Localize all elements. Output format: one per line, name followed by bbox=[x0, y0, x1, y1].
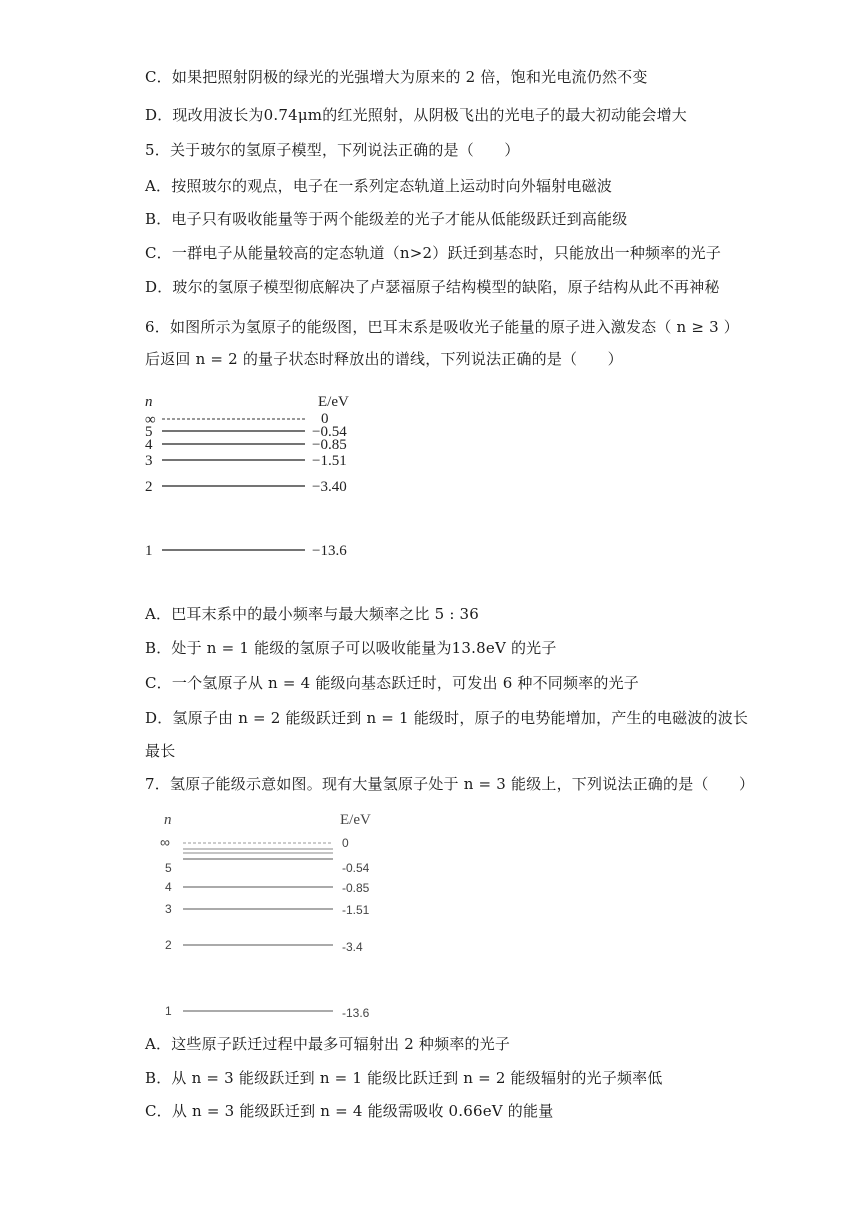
n-axis-label: n bbox=[145, 394, 153, 410]
level-energy-label: -0.54 bbox=[342, 861, 370, 875]
level-energy-label: -3.4 bbox=[342, 940, 363, 954]
question-5-option-d: D．玻尔的氢原子模型彻底解决了卢瑟福原子结构模型的缺陷，原子结构从此不再神秘 bbox=[145, 278, 720, 296]
level-n-label: 1 bbox=[165, 1004, 172, 1018]
level-energy-label: 0 bbox=[321, 411, 329, 427]
level-energy-label: −0.85 bbox=[312, 437, 347, 453]
question-5-option-b: B．电子只有吸收能量等于两个能级差的光子才能从低能级跃迁到高能级 bbox=[145, 210, 628, 228]
question-6-option-c: C．一个氢原子从 n = 4 能级向基态跃迁时，可发出 6 种不同频率的光子 bbox=[145, 674, 640, 692]
level-n-label: 2 bbox=[145, 479, 153, 495]
level-n-label: 2 bbox=[165, 938, 172, 952]
question-7-stem: 7．氢原子能级示意如图。现有大量氢原子处于 n = 3 能级上，下列说法正确的是（ ） bbox=[145, 775, 755, 793]
level-energy-label: -1.51 bbox=[342, 903, 370, 917]
energy-level-diagram-2 bbox=[150, 808, 400, 1023]
question-5-stem: 5．关于玻尔的氢原子模型，下列说法正确的是（ ） bbox=[145, 141, 520, 159]
level-n-label: 4 bbox=[145, 437, 153, 453]
option-c-photoelectric: C．如果把照射阴极的绿光的光强增大为原来的 2 倍，饱和光电流仍然不变 bbox=[145, 68, 648, 86]
question-6-option-d-cont: 最长 bbox=[145, 742, 176, 760]
question-6-option-a: A．巴耳末系中的最小频率与最大频率之比 5 : 36 bbox=[145, 605, 480, 623]
level-n-label: 5 bbox=[165, 861, 172, 875]
energy-axis-label: E/eV bbox=[318, 394, 349, 410]
level-energy-label: -0.85 bbox=[342, 881, 370, 895]
level-n-label: 5 bbox=[145, 424, 153, 440]
level-n-label: ∞ bbox=[160, 834, 170, 850]
question-6-option-d: D．氢原子由 n = 2 能级跃迁到 n = 1 能级时，原子的电势能增加，产生的电磁波的波长 bbox=[145, 709, 749, 727]
level-energy-label: 0 bbox=[342, 836, 349, 850]
level-n-label: 1 bbox=[145, 543, 153, 559]
question-7-option-b: B．从 n = 3 能级跃迁到 n = 1 能级比跃迁到 n = 2 能级辐射的光子频率低 bbox=[145, 1069, 663, 1087]
level-energy-label: −3.40 bbox=[312, 479, 347, 495]
question-6-stem-cont: 后返回 n = 2 的量子状态时释放出的谱线，下列说法正确的是（ ） bbox=[145, 350, 623, 368]
level-n-label: 3 bbox=[165, 902, 172, 916]
level-energy-label: −13.6 bbox=[312, 543, 347, 559]
n-axis-label: n bbox=[164, 812, 172, 828]
level-energy-label: −1.51 bbox=[312, 453, 347, 469]
question-7-option-c: C．从 n = 3 能级跃迁到 n = 4 能级需吸收 0.66eV 的能量 bbox=[145, 1102, 554, 1120]
level-n-label: 4 bbox=[165, 880, 172, 894]
question-6-stem: 6．如图所示为氢原子的能级图，巴耳末系是吸收光子能量的原子进入激发态（ n ≥ 3 ） bbox=[145, 318, 739, 336]
level-energy-label: -13.6 bbox=[342, 1006, 370, 1020]
energy-axis-label: E/eV bbox=[340, 812, 371, 828]
question-5-option-c: C．一群电子从能量较高的定态轨道（n>2）跃迁到基态时，只能放出一种频率的光子 bbox=[145, 244, 722, 262]
energy-level-diagram-1 bbox=[140, 388, 380, 568]
level-n-label: 3 bbox=[145, 453, 153, 469]
option-d-photoelectric: D．现改用波长为0.74μm的红光照射，从阴极飞出的光电子的最大初动能会增大 bbox=[145, 106, 688, 124]
question-5-option-a: A．按照玻尔的观点，电子在一系列定态轨道上运动时向外辐射电磁波 bbox=[145, 177, 613, 195]
question-7-option-a: A．这些原子跃迁过程中最多可辐射出 2 种频率的光子 bbox=[145, 1035, 511, 1053]
level-energy-label: −0.54 bbox=[312, 424, 347, 440]
question-6-option-b: B．处于 n = 1 能级的氢原子可以吸收能量为13.8eV 的光子 bbox=[145, 639, 557, 657]
level-n-label: ∞ bbox=[145, 412, 156, 428]
